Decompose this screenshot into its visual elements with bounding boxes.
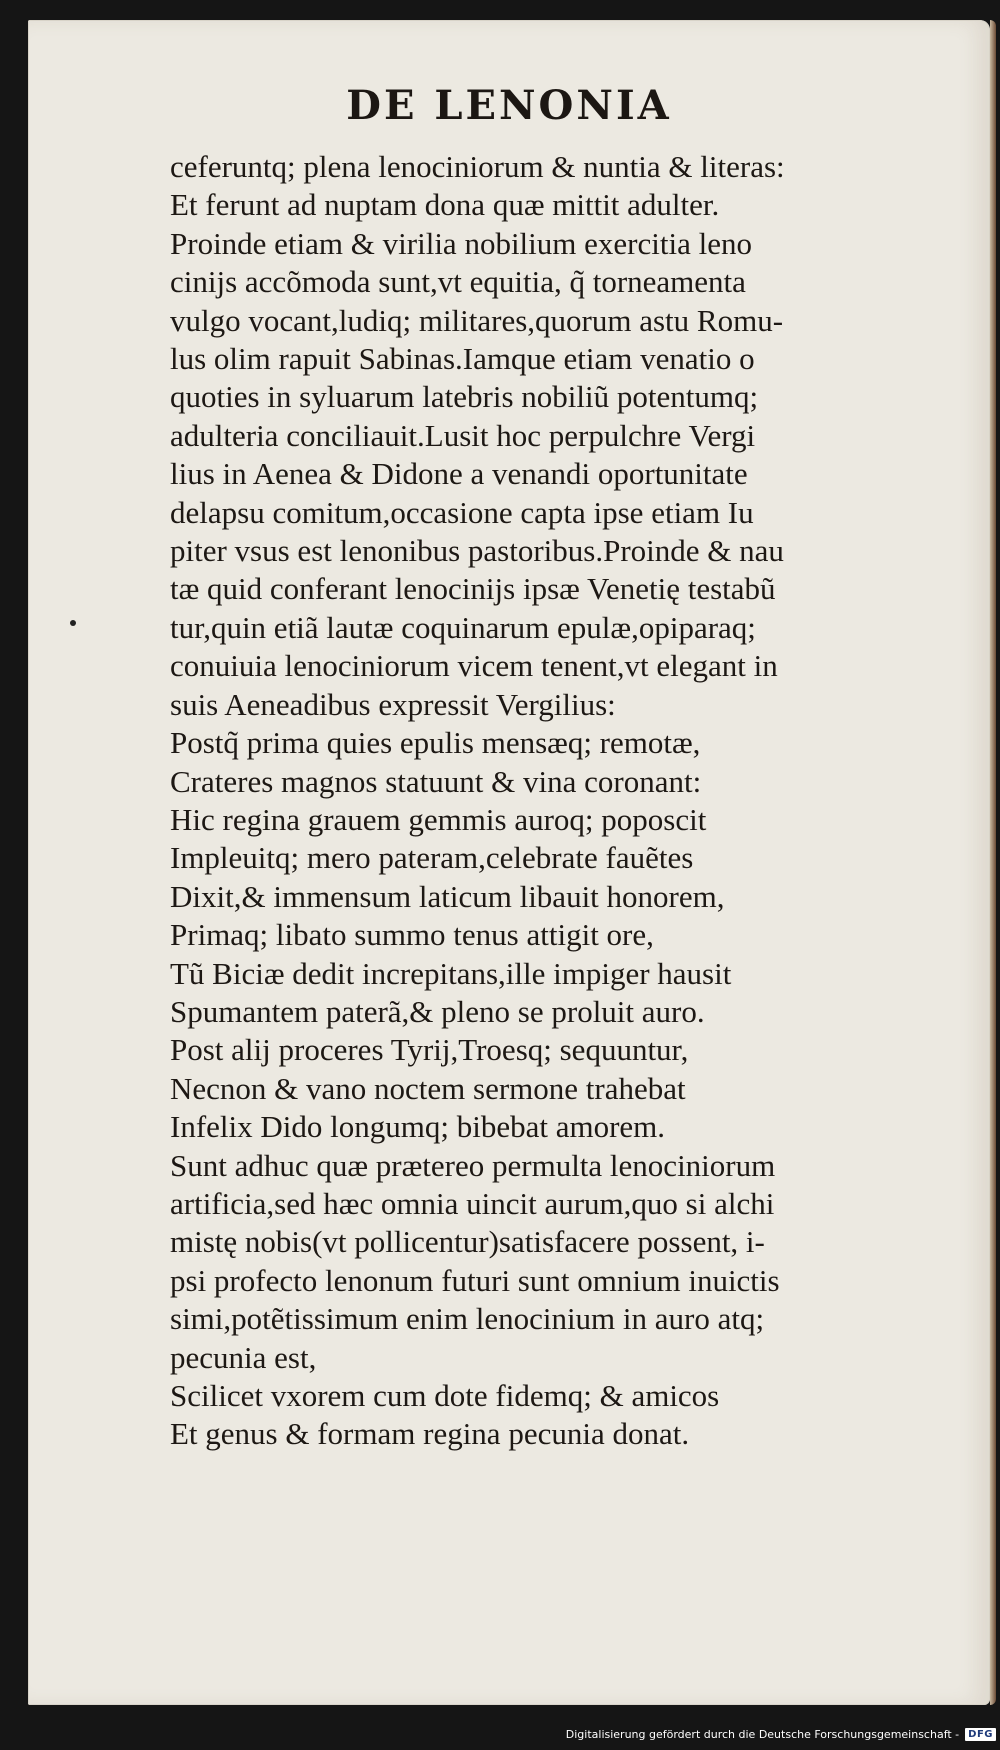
text-line: conuiuia lenociniorum vicem tenent,vt elegant in [170, 648, 778, 684]
text-line: suis Aeneadibus expressit Vergilius: [170, 686, 616, 722]
text-line: artificia,sed hæc omnia uincit aurum,quo si alchi [170, 1185, 775, 1221]
dfg-logo: DFG [965, 1728, 996, 1741]
text-line: Dixit,& immensum laticum libauit honorem, [170, 878, 725, 914]
text-line: Postq̃ prima quies epulis mensæq; remotæ, [170, 725, 701, 761]
text-line: adulteria conciliauit.Lusit hoc perpulchre Vergi [170, 417, 756, 453]
text-line: Et ferunt ad nuptam dona quæ mittit adulter. [170, 187, 720, 223]
text-line: ceferuntq; plena lenociniorum & nuntia & literas: [170, 149, 785, 184]
text-line: Scilicet vxorem cum dote fidemq; & amicos [170, 1378, 720, 1413]
text-line: psi profecto lenonum futuri sunt omnium inuictis [170, 1262, 780, 1298]
text-line: simi,potẽtissimum enim lenocinium in auro atq; [170, 1301, 765, 1337]
text-line: piter vsus est lenonibus pastoribus.Proinde & nau [170, 533, 784, 569]
footer-credit-text: Digitalisierung gefördert durch die Deutsche Forschungsgemeinschaft - [565, 1727, 960, 1741]
text-line: Infelix Dido longumq; bibebat amorem. [170, 1109, 666, 1145]
ink-mark [70, 620, 76, 626]
text-line: lius in Aenea & Didone a venandi oportunitate [170, 456, 748, 492]
text-line: Post alij proceres Tyrij,Troesq; sequuntur, [170, 1032, 689, 1068]
text-line: pecunia est, [170, 1339, 317, 1375]
text-line: Crateres magnos statuunt & vina coronant: [170, 763, 702, 799]
page-edge [990, 20, 996, 1705]
text-line: Sunt adhuc quæ prætereo permulta lenociniorum [170, 1147, 776, 1183]
text-line: Spumantem paterã,& pleno se proluit auro. [170, 993, 705, 1029]
text-line: Proinde etiam & virilia nobilium exercitia leno [170, 225, 752, 261]
text-line: Impleuitq; mero pateram,celebrate fauẽtes [170, 840, 694, 876]
text-line: Necnon & vano noctem sermone trahebat [170, 1070, 686, 1106]
text-line: Et genus & formam regina pecunia donat. [170, 1416, 690, 1452]
page-header: DE LENONIA [346, 82, 672, 129]
text-line: lus olim rapuit Sabinas.Iamque etiam venatio o [170, 341, 755, 377]
text-block [170, 148, 970, 1454]
text-line: tæ quid conferant lenocinijs ipsæ Venetię testabũ [170, 571, 776, 607]
text-line: quoties in syluarum latebris nobiliũ potentumq; [170, 379, 759, 415]
text-line: Primaq; libato summo tenus attigit ore, [170, 917, 654, 953]
text-line: vulgo vocant,ludiq; militares,quorum astu Romu- [170, 302, 784, 338]
text-line: cinijs accõmoda sunt,vt equitia, q̃ torneamenta [170, 264, 746, 300]
text-line: delapsu comitum,occasione capta ipse etiam Iu [170, 494, 754, 530]
text-line: tur,quin etiã lautæ coquinarum epulæ,opiparaq; [170, 609, 756, 645]
text-line: Hic regina grauem gemmis auroq; poposcit [170, 801, 707, 837]
text-line: mistę nobis(vt pollicentur)satisfacere possent, i- [170, 1224, 765, 1260]
footer-credit [566, 1718, 1000, 1750]
text-line: Tũ Biciæ dedit increpitans,ille impiger hausit [170, 955, 732, 991]
book-page [28, 20, 990, 1705]
